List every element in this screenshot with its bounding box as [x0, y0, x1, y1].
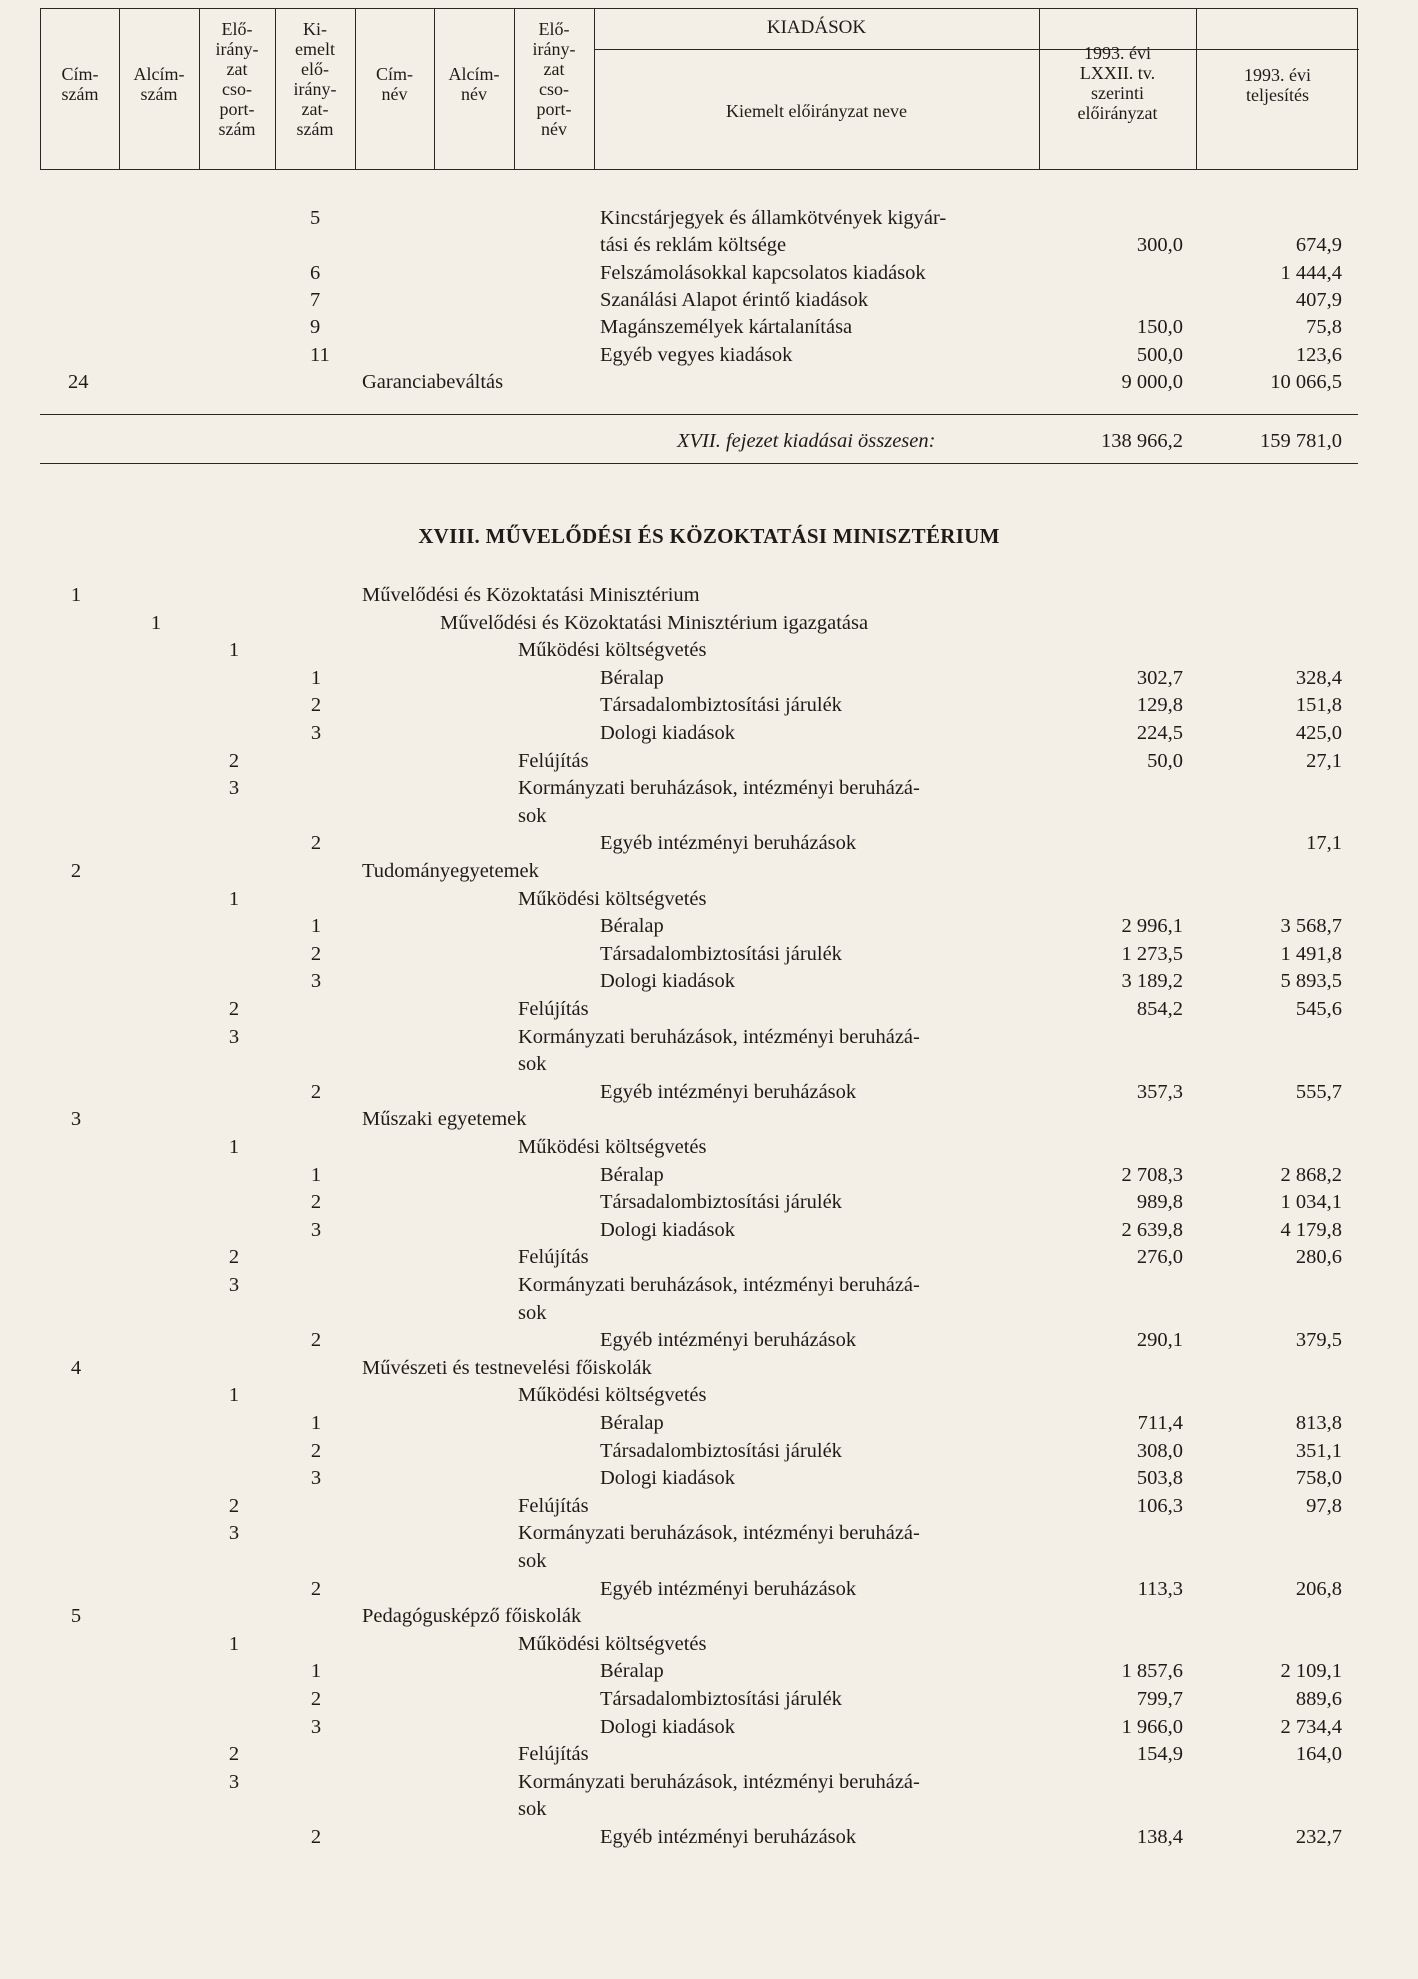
table-row: [0, 830, 1418, 857]
row-code: 3: [228, 1274, 240, 1296]
row-code: 1: [310, 1660, 322, 1683]
table-row: [0, 803, 1418, 830]
row-name: Kormányzati beruházások, intézményi beruházá-: [518, 1770, 920, 1793]
row-name: Dologi kiadások: [600, 970, 735, 993]
value-1993-teljesites: 4 179,8: [1280, 1218, 1342, 1241]
header-kiemelt-eloiranyzat-neve: Kiemelt előirányzat neve: [726, 101, 907, 121]
value-1993-teljesites: 758,0: [1295, 1467, 1342, 1490]
value-1993-tv: 3 189,2: [1121, 970, 1183, 993]
table-row: [0, 1465, 1418, 1492]
value-1993-teljesites: 674,9: [1295, 234, 1342, 257]
value-1993-teljesites: 206,8: [1295, 1577, 1342, 1600]
value-1993-tv: 854,2: [1136, 998, 1183, 1020]
value-1993-teljesites: 17,1: [1306, 832, 1342, 855]
header-cimnev: Cím- név: [375, 64, 413, 104]
value-1993-teljesites: 425,0: [1295, 722, 1342, 744]
table-row: [0, 1520, 1418, 1547]
table-row: [0, 692, 1418, 719]
cimnev: Garanciabeváltás: [362, 371, 504, 393]
row-name: sok: [518, 1301, 547, 1324]
table-row: [0, 1658, 1418, 1685]
row-code: 2: [228, 749, 240, 772]
value-1993-tv: 1 857,6: [1121, 1660, 1183, 1683]
row-name: Egyéb intézményi beruházások: [600, 1080, 857, 1103]
row-name: Művelődési és Közoktatási Minisztérium igazgatása: [440, 611, 869, 634]
row-name: Egyéb intézményi beruházások: [600, 832, 857, 855]
table-row: [0, 665, 1418, 692]
value-1993-teljesites: 5 893,5: [1280, 970, 1342, 993]
value-1993-teljesites: 328,4: [1295, 666, 1342, 689]
table-row: [0, 1382, 1418, 1409]
row-name: Béralap: [600, 915, 664, 938]
table-row: [0, 996, 1418, 1023]
value-1993-tv: 500,0: [1136, 343, 1183, 366]
row-code: 1: [310, 1163, 322, 1186]
value-1993-tv: 1 966,0: [1121, 1715, 1183, 1738]
total-top-rule: [40, 414, 1358, 415]
value-1993-teljesites: 889,6: [1295, 1688, 1342, 1710]
row-name: Működési költségvetés: [518, 1632, 707, 1655]
kiemelt-eloiranyzatszam: 9: [310, 316, 321, 339]
row-code: 1: [228, 639, 240, 662]
table-row: [0, 1355, 1418, 1382]
row-name: Béralap: [600, 1412, 664, 1434]
header-kiadasok: KIADÁSOK: [766, 17, 867, 38]
row-code: 1: [310, 666, 322, 689]
row-code: 3: [310, 1715, 322, 1738]
value-1993-teljesites: 280,6: [1295, 1246, 1342, 1269]
header-1993-teljesites: 1993. évi teljesítés: [1244, 65, 1311, 105]
kiemelt-eloiranyzat-neve: Magánszemélyek kártalanítása: [600, 316, 853, 339]
value-1993-teljesites: 1 034,1: [1280, 1191, 1342, 1214]
kiemelt-eloiranyzatszam: 6: [310, 261, 321, 284]
row-code: 2: [310, 942, 322, 965]
row-code: 2: [70, 860, 82, 882]
value-1993-teljesites: 545,6: [1295, 998, 1342, 1020]
header-alcimnev: Alcím- név: [448, 64, 500, 104]
row-code: 3: [228, 1522, 240, 1545]
kiemelt-eloiranyzatszam: 11: [310, 343, 330, 366]
row-name: Kormányzati beruházások, intézményi beruházá-: [518, 1274, 920, 1296]
table-row: [0, 1189, 1418, 1216]
value-1993-teljesites: 97,8: [1306, 1494, 1342, 1517]
table-row: [0, 1244, 1418, 1271]
value-1993-tv: 300,0: [1136, 234, 1183, 257]
row-name: Béralap: [600, 1660, 664, 1683]
value-1993-teljesites: 123,6: [1295, 343, 1342, 366]
table-row: [0, 1300, 1418, 1327]
value-1993-tv: 150,0: [1136, 316, 1183, 339]
row-name: Felújítás: [518, 998, 589, 1020]
table-row: [0, 205, 1418, 232]
row-name: Művelődési és Közoktatási Minisztérium: [362, 584, 700, 606]
header-cimszam: Cím- szám: [61, 64, 99, 104]
header-1993-tv-eloiranyzat: 1993. évi LXXII. tv. szerinti előirányzat: [1077, 43, 1158, 123]
table-row: [0, 1769, 1418, 1796]
table-row: [0, 1493, 1418, 1520]
row-name: Működési költségvetés: [518, 1384, 707, 1407]
garancia-row: [0, 369, 1418, 396]
header-alcimszam: Alcím- szám: [133, 64, 185, 104]
value-1993-teljesites: 2 868,2: [1280, 1163, 1342, 1186]
row-name: Művészeti és testnevelési főiskolák: [362, 1356, 652, 1379]
value-1993-tv: 302,7: [1136, 666, 1183, 689]
table-row: [0, 1603, 1418, 1630]
table-row: [0, 1327, 1418, 1354]
row-code: 1: [150, 611, 162, 634]
table-row: [0, 582, 1418, 609]
row-name: sok: [518, 1053, 547, 1076]
row-name: Felújítás: [518, 749, 589, 772]
row-name: Társadalombiztosítási járulék: [600, 1688, 842, 1710]
table-row: [0, 1079, 1418, 1106]
total-row: [0, 428, 1418, 455]
table-header: [40, 8, 1358, 170]
row-name: Dologi kiadások: [600, 1715, 735, 1738]
table-row: [0, 1796, 1418, 1823]
row-name: Műszaki egyetemek: [362, 1108, 527, 1131]
row-name: Működési költségvetés: [518, 1136, 707, 1158]
table-row: [0, 1051, 1418, 1078]
row-name: Dologi kiadások: [600, 722, 735, 744]
header-eloiranyzat-csoportszam: Elő- irány- zat cso- port- szám: [215, 19, 259, 139]
kiemelt-eloiranyzatszam: 7: [310, 288, 321, 311]
row-name: Társadalombiztosítási járulék: [600, 694, 842, 717]
row-code: 3: [70, 1108, 82, 1131]
table-row: [0, 1217, 1418, 1244]
value-1993-teljesites: 2 109,1: [1280, 1660, 1342, 1683]
table-row: [0, 1631, 1418, 1658]
value-1993-tv: 357,3: [1136, 1080, 1183, 1103]
row-name: Felújítás: [518, 1246, 589, 1269]
row-name: Pedagógusképző főiskolák: [362, 1605, 582, 1628]
kiemelt-eloiranyzatszam: 5: [310, 207, 321, 229]
row-code: 3: [310, 1218, 322, 1241]
row-code: 3: [310, 970, 322, 993]
row-code: 2: [310, 1191, 322, 1214]
value-1993-tv: 106,3: [1136, 1494, 1183, 1517]
row-code: 2: [310, 1080, 322, 1103]
row-name: Dologi kiadások: [600, 1467, 735, 1490]
row-name: Felújítás: [518, 1494, 589, 1517]
table-row: [0, 775, 1418, 802]
value-1993-teljesites: 164,0: [1295, 1743, 1342, 1766]
table-row: [0, 1024, 1418, 1051]
header-eloiranyzat-csoportnev: Elő- irány- zat cso- port- név: [532, 19, 576, 139]
table-row: [0, 260, 1418, 287]
total-bottom-rule: [40, 463, 1358, 464]
row-code: 2: [310, 1688, 322, 1710]
value-1993-teljesites: 2 734,4: [1280, 1715, 1342, 1738]
value-1993-tv: 113,3: [1137, 1577, 1183, 1600]
row-name: sok: [518, 1798, 547, 1821]
table-row: [0, 1106, 1418, 1133]
row-name: Kormányzati beruházások, intézményi beruházá-: [518, 1025, 920, 1048]
value-1993-teljesites: 1 491,8: [1280, 942, 1342, 965]
row-code: 3: [310, 1467, 322, 1490]
value-1993-tv: 276,0: [1136, 1246, 1183, 1269]
row-code: 2: [310, 1439, 322, 1462]
row-name: Társadalombiztosítási járulék: [600, 1191, 842, 1214]
table-row: [0, 886, 1418, 913]
row-code: 1: [310, 915, 322, 938]
row-name: Működési költségvetés: [518, 639, 707, 662]
table-row: [0, 610, 1418, 637]
row-name: sok: [518, 804, 547, 827]
row-code: 1: [228, 1136, 240, 1158]
value-1993-tv: 2 708,3: [1121, 1163, 1183, 1186]
table-row: [0, 1410, 1418, 1437]
section-title: XVIII. MŰVELŐDÉSI ÉS KÖZOKTATÁSI MINISZTÉRIUM: [418, 524, 1000, 548]
row-code: 2: [310, 1329, 322, 1352]
table-row: [0, 1576, 1418, 1603]
value-1993-tv: 154,9: [1136, 1743, 1183, 1766]
row-code: 4: [70, 1356, 82, 1379]
row-code: 3: [310, 722, 322, 744]
table-row: [0, 637, 1418, 664]
value-1993-teljesites: 10 066,5: [1270, 371, 1342, 393]
table-row: [0, 858, 1418, 885]
row-name: Béralap: [600, 666, 664, 689]
row-name: Béralap: [600, 1163, 664, 1186]
table-row: [0, 968, 1418, 995]
table-row: [0, 232, 1418, 259]
table-row: [0, 1272, 1418, 1299]
kiemelt-eloiranyzat-neve: Kincstárjegyek és államkötvények kigyár-: [600, 207, 947, 229]
value-1993-teljesites: 151,8: [1295, 694, 1342, 717]
header-kiemelt-eloiranyzatszam: Ki- emelt elő- irány- zat- szám: [293, 19, 337, 139]
row-code: 2: [228, 1246, 240, 1269]
row-name: Kormányzati beruházások, intézményi beruházá-: [518, 777, 920, 800]
value-1993-teljesites: 351,1: [1295, 1439, 1342, 1462]
table-row: [0, 314, 1418, 341]
row-code: 2: [310, 1577, 322, 1600]
row-code: 2: [310, 832, 322, 855]
value-1993-tv: 1 273,5: [1121, 942, 1183, 965]
row-code: 3: [228, 1770, 240, 1793]
value-1993-teljesites: 407,9: [1295, 288, 1342, 311]
row-code: 1: [310, 1412, 322, 1434]
row-code: 2: [310, 1826, 322, 1848]
value-1993-teljesites: 813,8: [1295, 1412, 1342, 1434]
table-row: [0, 1134, 1418, 1161]
value-1993-teljesites: 27,1: [1306, 749, 1342, 772]
row-code: 2: [228, 998, 240, 1020]
table-row: [0, 1548, 1418, 1575]
cimszam: 24: [68, 371, 89, 393]
table-row: [0, 1824, 1418, 1851]
row-code: 2: [228, 1494, 240, 1517]
value-1993-tv: 290,1: [1136, 1329, 1183, 1352]
row-code: 3: [228, 1025, 240, 1048]
value-1993-tv: 224,5: [1136, 722, 1183, 744]
value-1993-tv: 989,8: [1136, 1191, 1183, 1214]
row-name: Egyéb intézményi beruházások: [600, 1826, 857, 1848]
row-code: 1: [228, 1384, 240, 1407]
row-name: Egyéb intézményi beruházások: [600, 1329, 857, 1352]
value-1993-tv: 2 996,1: [1121, 915, 1183, 938]
table-row: [0, 342, 1418, 369]
total-label: XVII. fejezet kiadásai összesen:: [677, 430, 936, 452]
row-name: Felújítás: [518, 1743, 589, 1766]
kiemelt-eloiranyzat-neve: Felszámolásokkal kapcsolatos kiadások: [600, 261, 926, 284]
row-code: 1: [70, 584, 82, 606]
kiemelt-eloiranyzat-neve: Egyéb vegyes kiadások: [600, 343, 793, 366]
value-1993-teljesites: 1 444,4: [1280, 261, 1342, 284]
row-code: 3: [228, 777, 240, 800]
row-name: Társadalombiztosítási járulék: [600, 1439, 842, 1462]
row-name: Egyéb intézményi beruházások: [600, 1577, 857, 1600]
value-1993-tv: 129,8: [1136, 694, 1183, 717]
value-1993-tv: 9 000,0: [1121, 371, 1183, 393]
row-name: sok: [518, 1550, 547, 1572]
table-row: [0, 1438, 1418, 1465]
value-1993-teljesites: 3 568,7: [1280, 915, 1342, 938]
row-name: Tudományegyetemek: [362, 860, 539, 882]
total-1993-tv: 138 966,2: [1101, 430, 1183, 452]
row-code: 2: [228, 1743, 240, 1766]
table-row: [0, 287, 1418, 314]
table-row: [0, 720, 1418, 747]
table-row: [0, 1686, 1418, 1713]
value-1993-tv: 711,4: [1137, 1412, 1183, 1434]
row-code: 2: [310, 694, 322, 717]
value-1993-teljesites: 379,5: [1295, 1329, 1342, 1352]
value-1993-teljesites: 555,7: [1295, 1080, 1342, 1103]
table-row: [0, 941, 1418, 968]
value-1993-tv: 50,0: [1147, 749, 1183, 772]
row-name: Kormányzati beruházások, intézményi beruházá-: [518, 1522, 920, 1545]
table-row: [0, 913, 1418, 940]
value-1993-tv: 2 639,8: [1121, 1218, 1183, 1241]
value-1993-teljesites: 75,8: [1306, 316, 1342, 339]
row-code: 1: [228, 1632, 240, 1655]
kiemelt-eloiranyzat-neve: Szanálási Alapot érintő kiadások: [600, 288, 869, 311]
value-1993-tv: 503,8: [1136, 1467, 1183, 1490]
row-code: 5: [70, 1605, 82, 1628]
table-row: [0, 1714, 1418, 1741]
row-name: Társadalombiztosítási járulék: [600, 942, 842, 965]
value-1993-tv: 138,4: [1136, 1826, 1183, 1848]
value-1993-teljesites: 232,7: [1295, 1826, 1342, 1848]
table-row: [0, 1162, 1418, 1189]
value-1993-tv: 799,7: [1136, 1688, 1183, 1710]
row-code: 1: [228, 887, 240, 910]
table-row: [0, 1741, 1418, 1768]
value-1993-tv: 308,0: [1136, 1439, 1183, 1462]
total-1993-teljesites: 159 781,0: [1260, 430, 1342, 452]
row-name: Működési költségvetés: [518, 887, 707, 910]
row-name: Dologi kiadások: [600, 1218, 735, 1241]
table-row: [0, 748, 1418, 775]
kiemelt-eloiranyzat-neve: tási és reklám költsége: [600, 234, 787, 257]
